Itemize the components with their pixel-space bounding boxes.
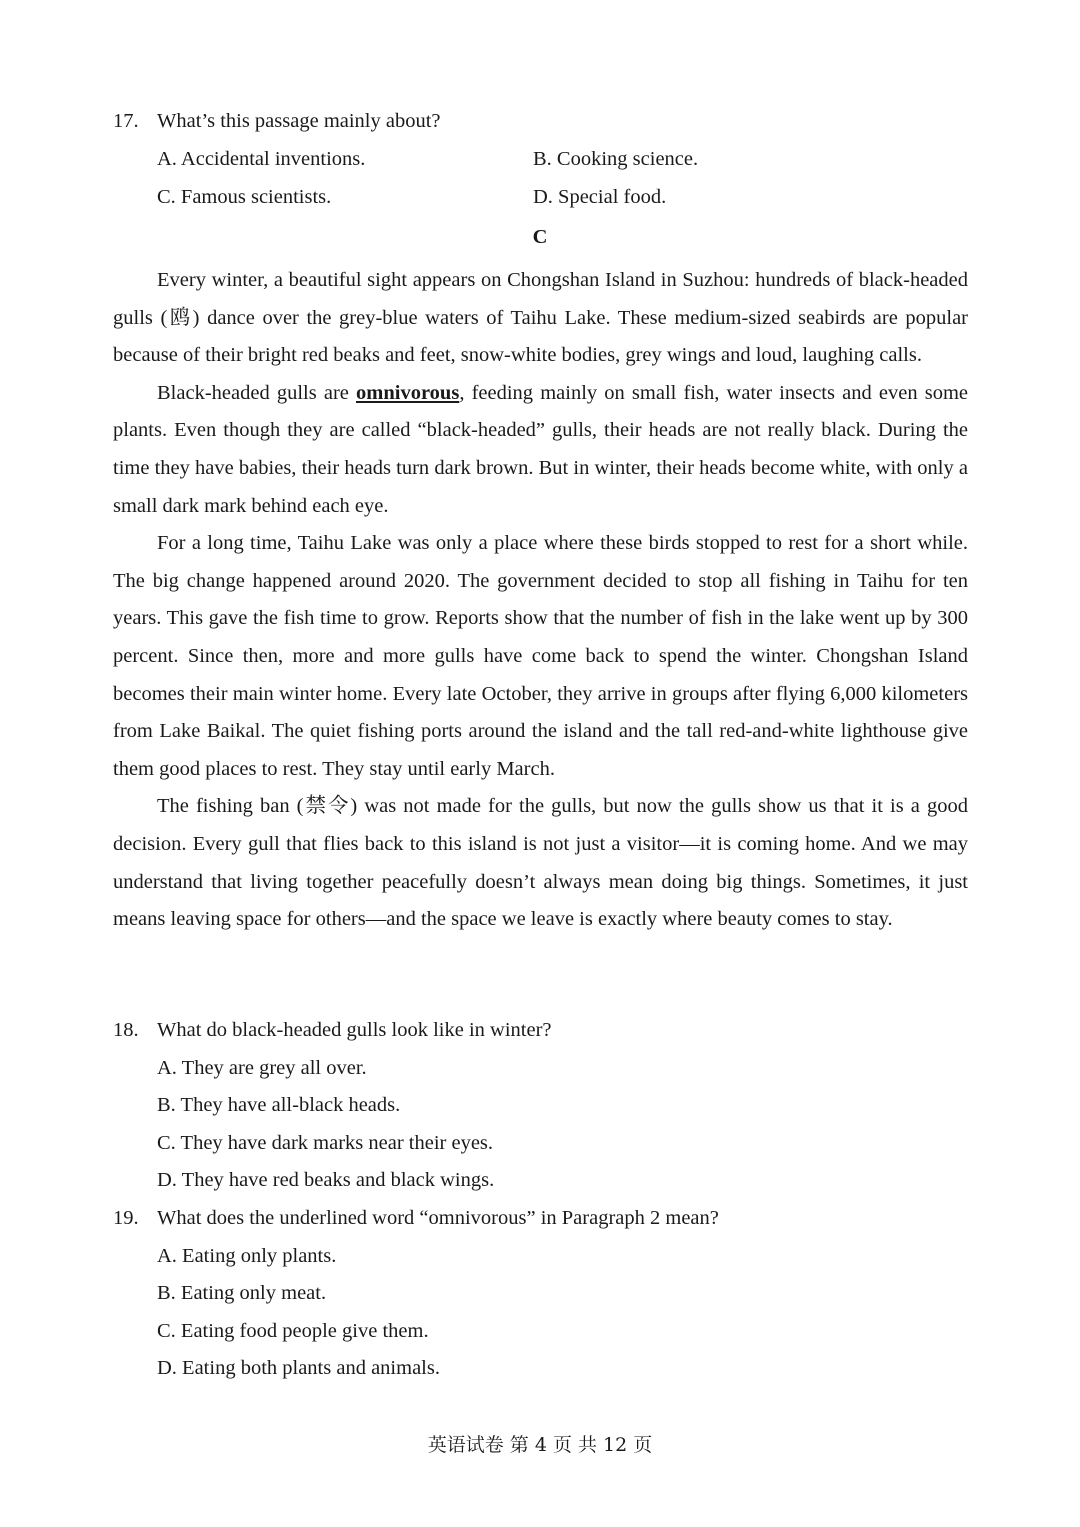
q17-option-a: A. Accidental inventions. xyxy=(157,148,366,170)
question-text: What’s this passage mainly about? xyxy=(157,110,441,132)
q18-option-b: B. They have all-black heads. xyxy=(157,1094,401,1116)
paragraph-2-rest: , feeding mainly on small fish, water insects and even some plants. Even though they are called “black-headed” gulls, their heads are not really black. During the time they have babies, their heads turn dark brown. But in winter, their heads become white, with only a small dark mark behind each eye. xyxy=(113,381,968,517)
reading-passage xyxy=(113,262,968,939)
page-footer: 英语试卷 第 4 页 共 12 页 xyxy=(427,1434,653,1456)
paragraph-4: The fishing ban (禁令) was not made for the gulls, but now the gulls show us that it is a good decision. Every gull that flies back to this island is not just a visitor—it is coming home. And we may understand that living together peacefully doesn’t always mean doing big things. Sometimes, it just means leaving space for others—and the space we leave is exactly where beauty comes to stay. xyxy=(113,795,968,931)
q17-option-d: D. Special food. xyxy=(533,186,667,208)
q19-option-b: B. Eating only meat. xyxy=(157,1282,327,1304)
question-text: What do black-headed gulls look like in winter? xyxy=(157,1019,552,1041)
paragraph-3: For a long time, Taihu Lake was only a place where these birds stopped to rest for a short while. The big change happened around 2020. The government decided to stop all fishing in Taihu for ten years. This gave the fish time to grow. Reports show that the number of fish in the lake went up by 300 percent. Since then, more and more gulls have come back to spend the winter. Chongshan Island becomes their main winter home. Every late October, they arrive in groups after flying 6,000 kilometers from Lake Baikal. The quiet fishing ports around the island and the tall red-and-white lighthouse give them good places to rest. They stay until early March. xyxy=(113,532,968,780)
paragraph-1: Every winter, a beautiful sight appears on Chongshan Island in Suzhou: hundreds of black-headed gulls (鸥) dance over the grey-blue waters of Taihu Lake. These medium-sized seabirds are popular because of their bright red beaks and feet, snow-white bodies, grey wings and loud, laughing calls. xyxy=(113,269,968,367)
paragraph-2 xyxy=(113,375,968,525)
q19-option-a: A. Eating only plants. xyxy=(157,1245,337,1267)
question-number: 19. xyxy=(113,1207,139,1229)
q18-option-d: D. They have red beaks and black wings. xyxy=(157,1169,495,1191)
question-18 xyxy=(113,1019,552,1042)
paragraph-2-start: Black-headed gulls are xyxy=(157,381,357,404)
section-heading: C xyxy=(532,226,548,248)
question-number: 17. xyxy=(113,110,139,132)
underlined-word: omnivorous xyxy=(356,381,460,404)
question-19 xyxy=(113,1207,719,1230)
q17-option-b: B. Cooking science. xyxy=(533,148,699,170)
q17-option-c: C. Famous scientists. xyxy=(157,186,332,208)
question-number: 18. xyxy=(113,1019,139,1041)
q18-option-c: C. They have dark marks near their eyes. xyxy=(157,1132,494,1154)
q19-option-d: D. Eating both plants and animals. xyxy=(157,1357,440,1379)
question-text: What does the underlined word “omnivorous” in Paragraph 2 mean? xyxy=(157,1207,719,1229)
q18-option-a: A. They are grey all over. xyxy=(157,1057,367,1079)
question-17 xyxy=(113,110,441,133)
q19-option-c: C. Eating food people give them. xyxy=(157,1320,429,1342)
